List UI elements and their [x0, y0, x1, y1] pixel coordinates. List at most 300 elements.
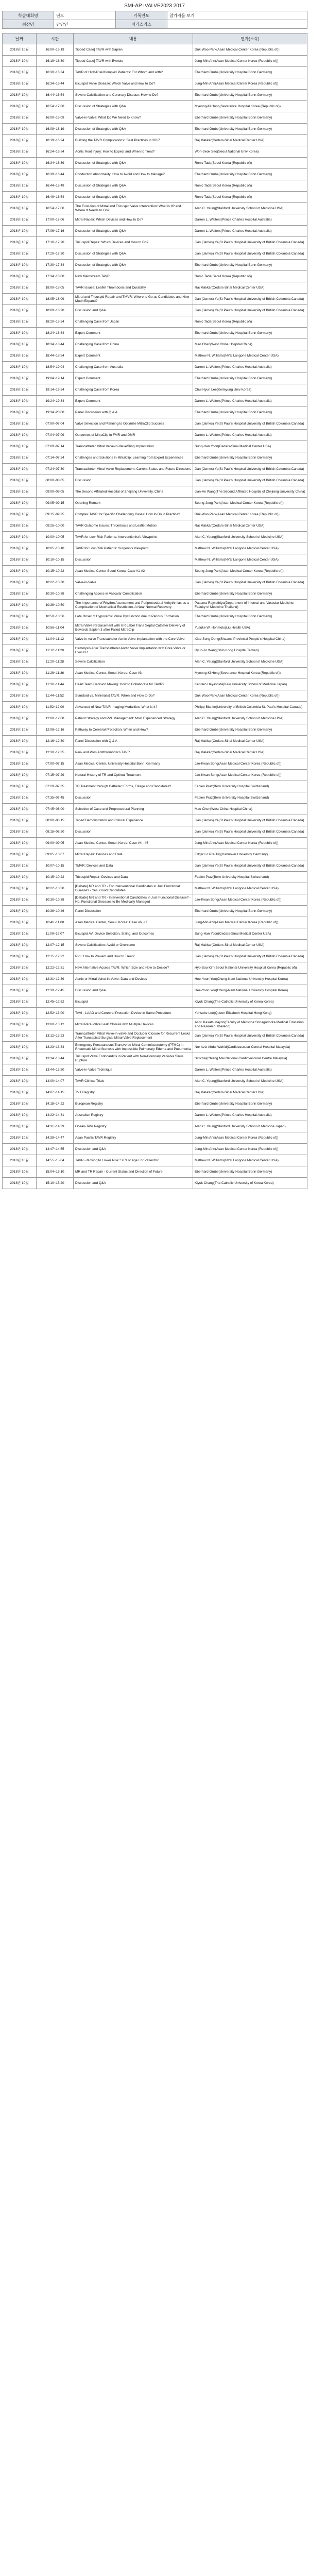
speaker-cell: Jian (James) Ye(St Paul's Hospital University of British Columbia Canada) [193, 1030, 307, 1042]
date-cell: 2018년 10월 [3, 543, 37, 554]
time-cell: 18:54~19:04 [37, 362, 74, 373]
table-row [3, 532, 307, 543]
time-cell: 12:45~12:52 [37, 996, 74, 1008]
time-cell: 13:23~13:34 [37, 1042, 74, 1053]
speaker-cell: Eberhard Grube(University Hospital Bonn Germany) [193, 906, 307, 917]
table-row [3, 67, 307, 78]
column-header-time: 시간 [37, 33, 74, 44]
speaker-cell: Seung-Jung Park(Asan Medical Center Korea (Republic of)) [193, 498, 307, 509]
speaker-cell: Myeong-Ki Hong(Severance Hospital Korea (Republic of)) [193, 668, 307, 679]
content-cell: Challenging Case from Japan [74, 316, 193, 328]
date-cell: 2018년 10월 [3, 67, 37, 78]
date-cell: 2018년 10월 [3, 894, 37, 906]
time-cell: 16:34~16:44 [37, 78, 74, 90]
speaker-cell: Eberhard Grube(University Hospital Bonn Germany) [193, 1166, 307, 1178]
content-cell: Selection of Case and Preprocedural Planning [74, 804, 193, 815]
speaker-cell: Raj Makkar(Cedars-Sinai Medical Center USA) [193, 520, 307, 532]
page [0, 0, 309, 1189]
table-row [3, 44, 307, 56]
table-row [3, 1087, 307, 1098]
speaker-cell: Jung-Min Ahn(Asan Medical Center Korea (Republic of)) [193, 1144, 307, 1155]
table-row [3, 328, 307, 339]
date-cell: 2018년 10월 [3, 1064, 37, 1076]
date-cell: 2018년 10월 [3, 226, 37, 237]
date-cell: 2018년 10월 [3, 1166, 37, 1178]
time-cell: 17:06~17:16 [37, 226, 74, 237]
content-cell: Expert Comment [74, 396, 193, 407]
table-row [3, 169, 307, 180]
speaker-cell: Hee-Yoon Yoo(Chung-Nam National University Hospital Korea) [193, 985, 307, 996]
content-cell: Tipped Case] TAVR with Sapien [74, 44, 193, 56]
content-cell: Conduction Abnormality: How to Avoid and How to Manage? [74, 169, 193, 180]
meta-label: 어리스리스 [116, 20, 167, 29]
content-cell: Ocean-TAVI Registry [74, 1121, 193, 1132]
date-cell: 2018년 10월 [3, 407, 37, 418]
time-cell: 10:22~10:30 [37, 883, 74, 894]
speaker-cell: Darren L. Walters(Prince Charles Hospital Australia) [193, 214, 307, 226]
table-row [3, 305, 307, 316]
speaker-cell: Jung-Min Ahn(Asan Medical Center Korea (Republic of)) [193, 56, 307, 67]
speaker-cell: Mathew N. Williams(NYU Langone Medical Center USA) [193, 350, 307, 362]
date-cell: 2018년 10월 [3, 135, 37, 146]
speaker-cell: Fabien Praz(Bern University Hospital Switzerland) [193, 872, 307, 883]
table-row [3, 1030, 307, 1042]
content-cell: Mitral Repair: Devices and Data [74, 849, 193, 860]
content-cell: Transcatheter Mitral Valve Replacement: Current Status and Future Directions [74, 464, 193, 475]
table-row [3, 736, 307, 747]
date-cell: 2018년 10월 [3, 1155, 37, 1166]
table-row [3, 396, 307, 407]
date-cell: 2018년 10월 [3, 770, 37, 781]
date-cell: 2018년 10월 [3, 634, 37, 645]
date-cell: 2018년 10월 [3, 588, 37, 600]
date-cell: 2018년 10월 [3, 350, 37, 362]
content-cell: TMVR: Devices and Data [74, 860, 193, 872]
table-row [3, 588, 307, 600]
content-cell: Severe Calcification: Avoid or Overcome [74, 940, 193, 951]
table-row [3, 1144, 307, 1155]
time-cell: 16:00~16:19 [37, 44, 74, 56]
speaker-cell: Ronic Tada(Seoul Korea (Republic of)) [193, 192, 307, 203]
time-cell: 15:04~15:10 [37, 1166, 74, 1178]
time-cell: 19:14~19:24 [37, 384, 74, 396]
content-cell: TAVR of High-Risk/Complex Patients: For Whom and with? [74, 67, 193, 78]
content-cell: Discussion and Q&A [74, 305, 193, 316]
time-cell: 16:54~17:00 [37, 203, 74, 214]
content-cell: Challenging Case from China [74, 339, 193, 350]
time-cell: 19:04~19:14 [37, 373, 74, 384]
time-cell: 11:52~12:00 [37, 702, 74, 713]
time-cell: 14:07~14:15 [37, 1087, 74, 1098]
time-cell: 17:20~17:30 [37, 248, 74, 260]
date-cell: 2018년 10월 [3, 90, 37, 101]
time-cell: 16:19~16:24 [37, 135, 74, 146]
table-row [3, 668, 307, 679]
content-cell: Taped Demonstration and Clinical Experience [74, 815, 193, 826]
content-cell: Transcatheter Mitral Valve-in-Valve/Ring Implantation [74, 441, 193, 452]
table-row [3, 373, 307, 384]
content-cell: The Second Affiliated Hospital of Zhejiang University, China [74, 486, 193, 498]
time-cell: 10:50~10:56 [37, 611, 74, 622]
time-cell: 11:28~11:36 [37, 668, 74, 679]
speaker-cell: Ronic Tada(Seoul Korea (Republic of)) [193, 158, 307, 169]
table-row [3, 509, 307, 520]
content-cell: TAVR - Moving to Lower Risk: STS or Age For Patients? [74, 1155, 193, 1166]
date-cell: 2018년 10월 [3, 1110, 37, 1121]
table-row [3, 520, 307, 532]
content-cell: [Debate] MR and TR - For Interventional Candidates in Just Functional Disease? - Yes, Good Candidates! [74, 883, 193, 894]
content-cell: Challenging Access in Vascular Complication [74, 588, 193, 600]
table-row [3, 192, 307, 203]
date-cell: 2018년 10월 [3, 180, 37, 192]
table-row [3, 1166, 307, 1178]
time-cell: 11:20~11:28 [37, 656, 74, 668]
content-cell: The Evolution of Mitral and Tricuspid Valve Intervention: What is It? and Where It Needs to Go? [74, 203, 193, 214]
date-cell: 2018년 10월 [3, 668, 37, 679]
time-cell: 07:45~08:00 [37, 804, 74, 815]
date-cell: 2018년 10월 [3, 690, 37, 702]
date-cell: 2018년 10월 [3, 1121, 37, 1132]
content-cell: Asan Medical Center, University Hospital Bonn, Germany [74, 758, 193, 770]
table-row [3, 713, 307, 724]
time-cell: 12:22~12:31 [37, 962, 74, 974]
content-cell: Discussion [74, 554, 193, 566]
content-cell: TR Treatment through Catheter: Forms, Trilage and Candidates? [74, 781, 193, 792]
speaker-cell: Ronic Tada(Seoul Korea (Republic of)) [193, 271, 307, 282]
time-cell: 09:25~10:00 [37, 520, 74, 532]
time-cell: 16:39~16:44 [37, 169, 74, 180]
table-row [3, 1019, 307, 1030]
date-cell: 2018년 10월 [3, 1087, 37, 1098]
table-row [3, 928, 307, 940]
content-cell: Discussion and Q&A [74, 1178, 193, 1189]
meta-value [167, 20, 307, 29]
time-cell: 19:24~19:34 [37, 396, 74, 407]
date-cell: 2018년 10월 [3, 248, 37, 260]
date-cell: 2018년 10월 [3, 498, 37, 509]
content-cell: The Importance of Rhythm Assessment and Periprocedural Arrhythmias as a Complication of Mechanical Restriction, A Near Normal Recovery [74, 600, 193, 611]
date-cell: 2018년 10월 [3, 430, 37, 441]
table-row [3, 441, 307, 452]
table-row [3, 883, 307, 894]
date-cell: 2018년 10월 [3, 792, 37, 804]
table-row [3, 849, 307, 860]
speaker-cell: Myeong-Ki Hong(Severance Hospital Korea (Republic of)) [193, 101, 307, 112]
speaker-cell: Eberhard Grube(University Hospital Bonn Germany) [193, 124, 307, 135]
speaker-cell: Sung-Han Yoon(Cedars-Sinai Medical Center USA) [193, 928, 307, 940]
time-cell: 09:05~09:15 [37, 498, 74, 509]
date-cell: 2018년 10월 [3, 169, 37, 180]
speaker-cell: Darren L. Walters(Prince Charles Hospital Australia) [193, 396, 307, 407]
content-cell: Challenging Case from Australia [74, 362, 193, 373]
table-row [3, 781, 307, 792]
table-row [3, 758, 307, 770]
speaker-cell: Eberhard Grube(University Hospital Bonn Germany) [193, 588, 307, 600]
speaker-cell: Hyun-Jo Wang(Shin Kong Hospital Taiwan) [193, 645, 307, 656]
date-cell: 2018년 10월 [3, 1042, 37, 1053]
speaker-cell: Mathew N. Williams(NYU Langone Medical Center USA) [193, 554, 307, 566]
content-cell: Tricuspid Repair: Which Devices and How to Do? [74, 237, 193, 248]
meta-table [2, 11, 307, 29]
date-cell: 2018년 10월 [3, 622, 37, 634]
speaker-cell: Eberhard Grube(University Hospital Bonn Germany) [193, 373, 307, 384]
content-cell: TAVR Clinical Trials [74, 1076, 193, 1087]
table-row [3, 996, 307, 1008]
table-row [3, 384, 307, 396]
speaker-cell: Jian (James) Ye(St Paul's Hospital University of British Columbia Canada) [193, 418, 307, 430]
date-cell: 2018년 10월 [3, 826, 37, 838]
time-cell: 13:34~13:44 [37, 1053, 74, 1064]
time-cell: 16:00~16:09 [37, 112, 74, 124]
date-cell: 2018년 10월 [3, 849, 37, 860]
date-cell: 2018년 10월 [3, 294, 37, 305]
date-cell: 2018년 10월 [3, 452, 37, 464]
time-cell: 12:52~13:00 [37, 1008, 74, 1019]
time-cell: 13:12~13:23 [37, 1030, 74, 1042]
table-row [3, 260, 307, 271]
table-row [3, 770, 307, 781]
content-cell: Heart Team Decision Making: How to Collaborate for TAVR? [74, 679, 193, 690]
date-cell: 2018년 10월 [3, 600, 37, 611]
date-cell: 2018년 10월 [3, 316, 37, 328]
speaker-cell: Sung-Han Yoon(Cedars-Sinai Medical Center USA) [193, 441, 307, 452]
content-cell: Valve-in-Valve Technique [74, 1064, 193, 1076]
table-row [3, 407, 307, 418]
content-cell: Discussion and Q&A [74, 985, 193, 996]
speaker-cell: Eberhard Grube(University Hospital Bonn Germany) [193, 1098, 307, 1110]
speaker-cell: Duk-Woo Park(Asan Medical Center Korea (Republic of)) [193, 44, 307, 56]
content-cell: New Alternative Access TAVR: Which Size and How to Decide? [74, 962, 193, 974]
time-cell: 16:24~16:34 [37, 146, 74, 158]
speaker-cell: Darren L. Walters(Prince Charles Hospital Australia) [193, 430, 307, 441]
content-cell: TAVR for Low-Risk Patients: Surgeon's Viewpoint [74, 543, 193, 554]
date-cell: 2018년 10월 [3, 486, 37, 498]
date-cell: 2018년 10월 [3, 702, 37, 713]
time-cell: 07:00~07:15 [37, 758, 74, 770]
speaker-cell: Jian (James) Ye(St Paul's Hospital University of British Columbia Canada) [193, 237, 307, 248]
time-cell: 12:30~12:35 [37, 747, 74, 758]
time-cell: 12:15~12:22 [37, 951, 74, 962]
date-cell: 2018년 10월 [3, 883, 37, 894]
speaker-cell: Ronic Tada(Seoul Korea (Republic of)) [193, 180, 307, 192]
time-cell: 10:15~10:22 [37, 566, 74, 577]
date-cell: 2018년 10월 [3, 328, 37, 339]
table-row [3, 271, 307, 282]
content-cell: Pathway to Cerebral Protection: When and How? [74, 724, 193, 736]
date-cell: 2018년 10월 [3, 1098, 37, 1110]
date-cell: 2018년 10월 [3, 384, 37, 396]
date-cell: 2018년 10월 [3, 237, 37, 248]
table-row [3, 872, 307, 883]
table-row [3, 1098, 307, 1110]
content-cell: Mitral and Tricuspid Repair and TMVR: Where to Go as Candidates and How Much Expand? [74, 294, 193, 305]
speaker-cell: Jian (James) Ye(St Paul's Hospital University of British Columbia Canada) [193, 305, 307, 316]
table-row [3, 226, 307, 237]
table-row [3, 634, 307, 645]
speaker-cell: Eberhard Grube(University Hospital Bonn Germany) [193, 90, 307, 101]
speaker-cell: Yohsuke Lee(Queen Elizabeth Hospital Hong Kong) [193, 1008, 307, 1019]
speaker-cell: Jian (James) Ye(St Paul's Hospital University of British Columbia Canada) [193, 294, 307, 305]
date-cell: 2018년 10월 [3, 736, 37, 747]
time-cell: 11:12~11:20 [37, 645, 74, 656]
speaker-cell: Darren L. Walters(Prince Charles Hospital Australia) [193, 362, 307, 373]
table-row [3, 724, 307, 736]
time-cell: 10:30~10:38 [37, 894, 74, 906]
time-cell: 18:24~18:34 [37, 328, 74, 339]
date-cell: 2018년 10월 [3, 305, 37, 316]
time-cell: 16:54~17:00 [37, 101, 74, 112]
table-row [3, 56, 307, 67]
content-cell: Asan Medical Center, Seoul, Korea: Case #4 - #5 [74, 838, 193, 849]
speaker-cell: Jian (James) Ye(St Paul's Hospital University of British Columbia Canada) [193, 577, 307, 588]
meta-row [3, 20, 307, 29]
table-row [3, 158, 307, 169]
time-cell: 11:44~11:52 [37, 690, 74, 702]
date-cell: 2018년 10월 [3, 1144, 37, 1155]
date-cell: 2018년 10월 [3, 214, 37, 226]
speaker-cell: Raj Makkar(Cedars-Sinai Medical Center USA) [193, 135, 307, 146]
speaker-cell: Xiao-Song Dong(Shaanxi Provincial People's Hospital China) [193, 634, 307, 645]
date-cell: 2018년 10월 [3, 554, 37, 566]
date-cell: 2018년 10월 [3, 611, 37, 622]
speaker-cell: Mathew N. Williams(NYU Langone Medical Center USA) [193, 1155, 307, 1166]
speaker-cell: Jae-Kwan Song(Asan Medical Center Korea (Republic of)) [193, 894, 307, 906]
time-cell: 12:16~12:30 [37, 736, 74, 747]
content-cell: Expert Comment [74, 328, 193, 339]
time-cell: 10:22~10:30 [37, 577, 74, 588]
table-row [3, 747, 307, 758]
date-cell: 2018년 10월 [3, 396, 37, 407]
time-cell: 18:00~18:05 [37, 282, 74, 294]
date-cell: 2018년 10월 [3, 441, 37, 452]
time-cell: 18:20~18:24 [37, 316, 74, 328]
content-cell: Valve Selection and Planning to Optimize MitraClip Success [74, 418, 193, 430]
speaker-cell: Aspr. Kasatsunāyon(Faculty of Medicine Srinagarindra Medical Education and Research Thailand) [193, 1019, 307, 1030]
time-cell: 09:00~09:05 [37, 838, 74, 849]
date-cell: 2018년 10월 [3, 1030, 37, 1042]
date-cell: 2018년 10월 [3, 362, 37, 373]
time-cell: 10:38~10:46 [37, 906, 74, 917]
table-row [3, 1121, 307, 1132]
date-cell: 2018년 10월 [3, 271, 37, 282]
time-cell: 08:15~08:20 [37, 826, 74, 838]
table-row [3, 1155, 307, 1166]
speaker-cell: Nor Aziz Abdul Wahid(Cardiovascular Central Hospital Malaysia) [193, 1042, 307, 1053]
table-row [3, 826, 307, 838]
speaker-cell: Mao Chen(West China Hospital China) [193, 339, 307, 350]
table-row [3, 350, 307, 362]
speaker-cell: Eberhard Grube(University Hospital Bonn Germany) [193, 452, 307, 464]
speaker-cell: Chul Hyun Lee(Keimyung Univ Korea) [193, 384, 307, 396]
time-cell: 10:30~10:38 [37, 588, 74, 600]
content-cell: European Registry [74, 1098, 193, 1110]
speaker-cell: Sittichai(Chiang Mai National Cardiovascular Centre Malaysia) [193, 1053, 307, 1064]
content-cell: Australian Registry [74, 1110, 193, 1121]
time-cell: 14:15~14:22 [37, 1098, 74, 1110]
table-row [3, 90, 307, 101]
time-cell: 09:15~09:25 [37, 509, 74, 520]
speaker-cell: Jung-Min Ahn(Asan Medical Center Korea (Republic of)) [193, 1132, 307, 1144]
content-cell: TAVR for Low-Risk Patients: Interventionist's Viewpoint [74, 532, 193, 543]
table-row [3, 974, 307, 985]
speaker-cell: Darren L. Walters(Prince Charles Hospital Australia) [193, 226, 307, 237]
meta-label: 최장명 [3, 20, 54, 29]
speaker-cell: Kiyuk Chang(The Catholic University of Korea Korea) [193, 996, 307, 1008]
time-cell: 17:16~17:20 [37, 237, 74, 248]
table-row [3, 554, 307, 566]
content-cell: Discussion of Strategies with Q&A [74, 124, 193, 135]
speaker-cell: Edgar Lo Pre-Tiig(Hannover University Germany) [193, 849, 307, 860]
time-cell: 16:09~16:19 [37, 124, 74, 135]
content-cell: Tipped Case] TAVR with Evolute [74, 56, 193, 67]
speaker-cell: Jian (James) Ye(St Paul's Hospital University of British Columbia Canada) [193, 815, 307, 826]
time-cell: 12:07~12:15 [37, 940, 74, 951]
time-cell: 15:10~15:20 [37, 1178, 74, 1189]
speaker-cell: Jian (James) Ye(St Paul's Hospital University of British Columbia Canada) [193, 826, 307, 838]
content-cell: Expert Comment [74, 373, 193, 384]
speaker-cell: Hee-Yoon Yoo(Chung-Nam National University Hospital Korea) [193, 974, 307, 985]
time-cell: 14:39~14:47 [37, 1132, 74, 1144]
table-row [3, 894, 307, 906]
time-cell: 18:09~18:20 [37, 305, 74, 316]
table-row [3, 362, 307, 373]
content-cell: New Mainstream TAVR [74, 271, 193, 282]
time-cell: 12:08~12:16 [37, 724, 74, 736]
speaker-cell: Jung-Min Ahn(Asan Medical Center Korea (Republic of)) [193, 917, 307, 928]
table-row [3, 611, 307, 622]
table-row [3, 622, 307, 634]
speaker-cell: Kiyuk Chang(The Catholic University of Korea Korea) [193, 1178, 307, 1189]
content-cell: Aortic Root Injury: How to Expect and When to Treat? [74, 146, 193, 158]
table-row [3, 906, 307, 917]
content-cell: Advanced of New TAVR Imaging Modalities: What is It? [74, 702, 193, 713]
table-row [3, 1110, 307, 1121]
time-cell: 12:31~12:39 [37, 974, 74, 985]
content-cell: Discussion [74, 475, 193, 486]
table-row [3, 248, 307, 260]
date-cell: 2018년 10월 [3, 282, 37, 294]
speaker-cell: Pattama Rajwathiya(Department of Internal and Vascular Medicine, Faculty of Medicine Thailand) [193, 600, 307, 611]
date-cell: 2018년 10월 [3, 906, 37, 917]
meta-value: 년도 [54, 11, 116, 20]
content-cell: Standard vs. Minimalist TAVR: When and How to Do? [74, 690, 193, 702]
speaker-cell: Alan C. Yeung(Stanford University School of Medicine USA) [193, 532, 307, 543]
speaker-cell: Eberhard Grube(University Hospital Bonn Germany) [193, 724, 307, 736]
content-cell: Discussion of Strategies with Q&A [74, 192, 193, 203]
time-cell: 07:00~07:04 [37, 418, 74, 430]
table-row [3, 78, 307, 90]
speaker-cell: Duk-Woo Park(Asan Medical Center Korea (Republic of)) [193, 509, 307, 520]
speaker-cell: Eberhard Grube(University Hospital Bonn Germany) [193, 407, 307, 418]
content-cell: Tricuspid Repair: Devices and Data [74, 872, 193, 883]
column-header-speaker: 연자(소속) [193, 33, 307, 44]
date-cell: 2018년 10월 [3, 1019, 37, 1030]
meta-row [3, 11, 307, 20]
table-row [3, 566, 307, 577]
time-cell: 10:10~10:15 [37, 554, 74, 566]
speaker-cell: Jung-Min Ahn(Asan Medical Center Korea (Republic of)) [193, 838, 307, 849]
table-row [3, 180, 307, 192]
speaker-cell: Seung-Jung Park(Asan Medical Center Korea (Republic of)) [193, 566, 307, 577]
schedule-body [3, 44, 307, 1189]
speaker-cell: Mathew N. Williams(NYU Langone Medical Center USA) [193, 543, 307, 554]
schedule-table [2, 33, 307, 1189]
content-cell: Peri- and Post-Antithrombotics TAVR [74, 747, 193, 758]
document-title: SMI-AP IVALVE2023 2017 [124, 3, 185, 9]
date-cell: 2018년 10월 [3, 203, 37, 214]
content-cell: MR and TR Repair - Current Status and Direction of Future [74, 1166, 193, 1178]
table-row [3, 486, 307, 498]
